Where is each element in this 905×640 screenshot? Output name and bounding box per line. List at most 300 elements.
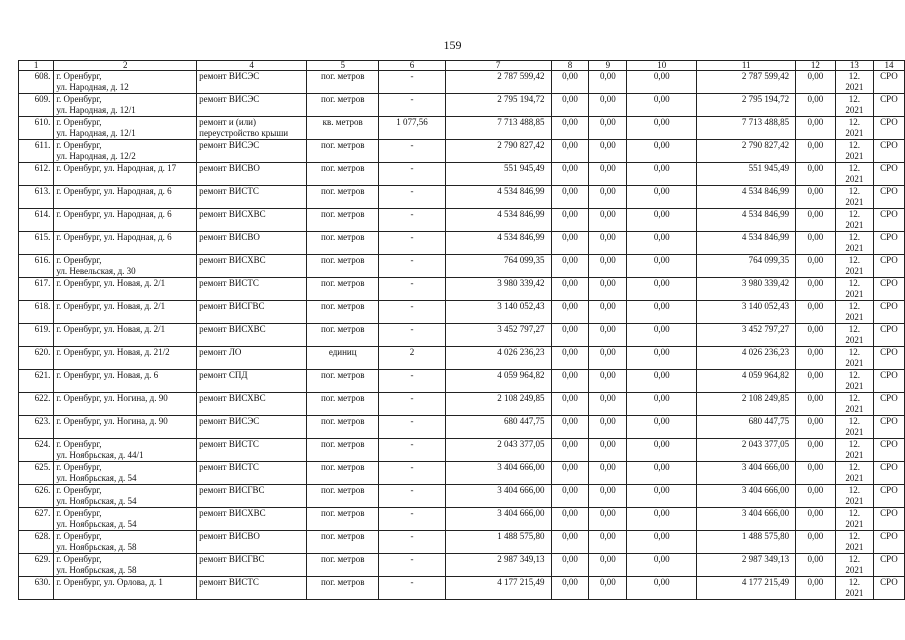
work-type-cell bbox=[197, 485, 307, 508]
row-number: 613. bbox=[34, 186, 51, 196]
deadline-cell bbox=[835, 301, 873, 324]
unit-cell bbox=[307, 393, 379, 416]
funding-source-cell bbox=[873, 209, 904, 232]
col11-value: 3 404 666,00 bbox=[741, 508, 790, 518]
col8-value: 0,00 bbox=[562, 71, 578, 81]
col8-cell bbox=[551, 462, 589, 485]
col10-value: 0,00 bbox=[653, 416, 670, 426]
funding-source: СРО bbox=[880, 163, 898, 173]
col11-cell bbox=[697, 554, 796, 577]
unit: пог. метров bbox=[320, 508, 365, 518]
col11-value: 4 026 236,23 bbox=[741, 347, 790, 357]
address-line-2: ул. Ноябрьская, д. 54 bbox=[56, 518, 137, 529]
work-type-cell bbox=[197, 462, 307, 485]
row-number-cell bbox=[19, 94, 54, 117]
address-line-1: г. Оренбург, ул. Новая, д. 2/1 bbox=[56, 324, 166, 334]
col10-value: 0,00 bbox=[653, 393, 670, 403]
address-line-1: г. Оренбург, ул. Народная, д. 6 bbox=[56, 209, 172, 219]
col8-cell bbox=[551, 416, 589, 439]
col9-cell bbox=[589, 554, 627, 577]
total-cost-cell bbox=[445, 71, 551, 94]
col8-value: 0,00 bbox=[562, 94, 578, 104]
row-number: 619. bbox=[34, 324, 51, 334]
unit: пог. метров bbox=[320, 370, 365, 380]
col9-value: 0,00 bbox=[599, 508, 616, 518]
total-cost: 3 404 666,00 bbox=[497, 508, 545, 518]
col12-value: 0,00 bbox=[807, 439, 824, 449]
col8-value: 0,00 bbox=[562, 370, 578, 380]
quantity-cell bbox=[379, 324, 445, 347]
deadline-month: 12. bbox=[848, 554, 860, 564]
col10-value: 0,00 bbox=[653, 485, 670, 495]
col11-value: 3 140 052,43 bbox=[741, 301, 790, 311]
work-type-line-1: ремонт и (или) bbox=[199, 117, 256, 127]
total-cost: 4 026 236,23 bbox=[497, 347, 545, 357]
col9-value: 0,00 bbox=[599, 117, 616, 127]
col9-cell bbox=[589, 439, 627, 462]
col8-cell bbox=[551, 554, 589, 577]
work-type-line-1: ремонт ВИСГВС bbox=[199, 301, 265, 311]
col12-cell bbox=[796, 485, 836, 508]
deadline-year: 2021 bbox=[845, 173, 864, 184]
row-number-cell bbox=[19, 232, 54, 255]
column-header-9: 9 bbox=[589, 61, 627, 71]
work-type-line-1: ремонт ВИСЭС bbox=[199, 71, 260, 81]
col10-cell bbox=[627, 508, 697, 531]
col8-value: 0,00 bbox=[562, 439, 578, 449]
row-number-cell bbox=[19, 163, 54, 186]
quantity-cell bbox=[379, 232, 445, 255]
total-cost: 2 987 349,13 bbox=[497, 554, 545, 564]
address-line-1: г. Оренбург, ул. Новая, д. 6 bbox=[56, 370, 159, 380]
deadline-year: 2021 bbox=[845, 219, 864, 230]
col12-cell bbox=[796, 163, 836, 186]
funding-source-cell bbox=[873, 71, 904, 94]
col9-cell bbox=[589, 301, 627, 324]
address-line-1: г. Оренбург, bbox=[56, 140, 102, 150]
col12-value: 0,00 bbox=[807, 140, 824, 150]
address-cell bbox=[54, 370, 197, 393]
unit-cell bbox=[307, 531, 379, 554]
col9-value: 0,00 bbox=[599, 347, 616, 357]
address-cell bbox=[54, 416, 197, 439]
col8-value: 0,00 bbox=[562, 508, 578, 518]
deadline-cell bbox=[835, 554, 873, 577]
address-line-1: г. Оренбург, bbox=[56, 485, 102, 495]
col10-cell bbox=[627, 186, 697, 209]
address-line-1: г. Оренбург, bbox=[56, 462, 102, 472]
address-line-1: г. Оренбург, ул. Новая, д. 2/1 bbox=[56, 301, 166, 311]
quantity-cell bbox=[379, 255, 445, 278]
col8-cell bbox=[551, 577, 589, 600]
deadline-year: 2021 bbox=[845, 311, 864, 322]
work-type-line-1: ремонт ВИСХВС bbox=[199, 324, 266, 334]
col11-value: 2 787 599,42 bbox=[741, 71, 790, 81]
quantity-cell bbox=[379, 577, 445, 600]
col8-value: 0,00 bbox=[562, 209, 578, 219]
col8-cell bbox=[551, 531, 589, 554]
col10-cell bbox=[627, 324, 697, 347]
col10-value: 0,00 bbox=[653, 209, 670, 219]
deadline-cell bbox=[835, 485, 873, 508]
quantity: - bbox=[410, 186, 414, 196]
col9-cell bbox=[589, 232, 627, 255]
unit: пог. метров bbox=[320, 531, 365, 541]
col10-value: 0,00 bbox=[653, 301, 670, 311]
column-header-5: 5 bbox=[307, 61, 379, 71]
col10-cell bbox=[627, 163, 697, 186]
table-row bbox=[19, 462, 905, 485]
total-cost: 2 108 249,85 bbox=[497, 393, 545, 403]
table-row bbox=[19, 554, 905, 577]
col10-value: 0,00 bbox=[653, 554, 670, 564]
funding-source-cell bbox=[873, 416, 904, 439]
table-row bbox=[19, 508, 905, 531]
address-cell bbox=[54, 71, 197, 94]
total-cost-cell bbox=[445, 416, 551, 439]
unit: пог. метров bbox=[320, 163, 365, 173]
col8-cell bbox=[551, 393, 589, 416]
row-number-cell bbox=[19, 347, 54, 370]
col11-cell bbox=[697, 301, 796, 324]
col11-cell bbox=[697, 140, 796, 163]
col11-value: 764 099,35 bbox=[748, 255, 790, 265]
row-number: 614. bbox=[34, 209, 51, 219]
quantity-cell bbox=[379, 393, 445, 416]
funding-source: СРО bbox=[880, 416, 898, 426]
funding-source-cell bbox=[873, 347, 904, 370]
row-number-cell bbox=[19, 393, 54, 416]
unit: пог. метров bbox=[320, 232, 365, 242]
funding-source: СРО bbox=[880, 71, 898, 81]
col12-value: 0,00 bbox=[807, 301, 824, 311]
deadline-month: 12. bbox=[848, 370, 860, 380]
col8-cell bbox=[551, 347, 589, 370]
address-cell bbox=[54, 186, 197, 209]
deadline-cell bbox=[835, 324, 873, 347]
deadline-month: 12. bbox=[848, 140, 860, 150]
deadline-month: 12. bbox=[848, 577, 860, 587]
row-number-cell bbox=[19, 71, 54, 94]
work-type-line-1: ремонт ВИСТС bbox=[199, 462, 259, 472]
total-cost-cell bbox=[445, 140, 551, 163]
quantity-cell bbox=[379, 370, 445, 393]
total-cost: 4 059 964,82 bbox=[497, 370, 545, 380]
unit: пог. метров bbox=[320, 485, 365, 495]
col11-value: 4 534 846,99 bbox=[741, 232, 790, 242]
work-type-line-1: ремонт ВИСТС bbox=[199, 577, 259, 587]
total-cost: 3 404 666,00 bbox=[497, 462, 545, 472]
table-row bbox=[19, 324, 905, 347]
col11-value: 2 108 249,85 bbox=[741, 393, 790, 403]
deadline-year: 2021 bbox=[845, 403, 864, 414]
address-cell bbox=[54, 531, 197, 554]
total-cost-cell bbox=[445, 508, 551, 531]
deadline-year: 2021 bbox=[845, 518, 864, 529]
work-type-cell bbox=[197, 301, 307, 324]
col8-value: 0,00 bbox=[562, 393, 578, 403]
col8-value: 0,00 bbox=[562, 416, 578, 426]
deadline-month: 12. bbox=[848, 163, 860, 173]
row-number: 620. bbox=[34, 347, 51, 357]
quantity: - bbox=[410, 393, 414, 403]
funding-source-cell bbox=[873, 117, 904, 140]
funding-source-cell bbox=[873, 94, 904, 117]
funding-source-cell bbox=[873, 577, 904, 600]
col10-cell bbox=[627, 209, 697, 232]
total-cost: 680 447,75 bbox=[504, 416, 545, 426]
col10-value: 0,00 bbox=[653, 186, 670, 196]
total-cost-cell bbox=[445, 232, 551, 255]
col8-value: 0,00 bbox=[562, 232, 578, 242]
table-row bbox=[19, 140, 905, 163]
quantity: - bbox=[410, 324, 414, 334]
address-cell bbox=[54, 232, 197, 255]
deadline-month: 12. bbox=[848, 94, 860, 104]
col8-cell bbox=[551, 94, 589, 117]
unit: пог. метров bbox=[320, 255, 365, 265]
funding-source-cell bbox=[873, 370, 904, 393]
row-number: 630. bbox=[34, 577, 51, 587]
address-line-1: г. Оренбург, bbox=[56, 94, 102, 104]
quantity-cell bbox=[379, 508, 445, 531]
table-row bbox=[19, 485, 905, 508]
col12-cell bbox=[796, 255, 836, 278]
deadline-month: 12. bbox=[848, 117, 860, 127]
deadline-cell bbox=[835, 209, 873, 232]
row-number: 617. bbox=[34, 278, 51, 288]
unit: пог. метров bbox=[320, 71, 365, 81]
col8-value: 0,00 bbox=[562, 140, 578, 150]
col12-value: 0,00 bbox=[807, 508, 824, 518]
row-number-cell bbox=[19, 531, 54, 554]
unit: пог. метров bbox=[320, 324, 365, 334]
row-number-cell bbox=[19, 485, 54, 508]
deadline-year: 2021 bbox=[845, 127, 864, 138]
deadline-month: 12. bbox=[848, 347, 860, 357]
total-cost-cell bbox=[445, 554, 551, 577]
col8-cell bbox=[551, 163, 589, 186]
col9-value: 0,00 bbox=[599, 94, 616, 104]
col12-cell bbox=[796, 301, 836, 324]
unit: пог. метров bbox=[320, 94, 365, 104]
row-number-cell bbox=[19, 462, 54, 485]
col10-value: 0,00 bbox=[653, 577, 670, 587]
col12-value: 0,00 bbox=[807, 163, 824, 173]
work-type-cell bbox=[197, 94, 307, 117]
col8-value: 0,00 bbox=[562, 531, 578, 541]
col8-value: 0,00 bbox=[562, 485, 578, 495]
quantity: 1 077,56 bbox=[396, 117, 428, 127]
unit: пог. метров bbox=[320, 554, 365, 564]
unit-cell bbox=[307, 554, 379, 577]
funding-source: СРО bbox=[880, 554, 898, 564]
col9-value: 0,00 bbox=[599, 209, 616, 219]
col10-value: 0,00 bbox=[653, 163, 670, 173]
quantity: - bbox=[410, 71, 414, 81]
col9-cell bbox=[589, 140, 627, 163]
total-cost-cell bbox=[445, 209, 551, 232]
row-number: 608. bbox=[34, 71, 51, 81]
col12-cell bbox=[796, 140, 836, 163]
funding-source-cell bbox=[873, 485, 904, 508]
funding-source: СРО bbox=[880, 462, 898, 472]
address-cell bbox=[54, 94, 197, 117]
work-type-cell bbox=[197, 186, 307, 209]
work-type-line-1: ремонт ВИСХВС bbox=[199, 209, 266, 219]
col10-value: 0,00 bbox=[653, 462, 670, 472]
col11-cell bbox=[697, 255, 796, 278]
works-table bbox=[18, 60, 905, 600]
quantity: - bbox=[410, 278, 414, 288]
address-line-1: г. Оренбург, bbox=[56, 117, 102, 127]
col8-cell bbox=[551, 71, 589, 94]
col8-cell bbox=[551, 255, 589, 278]
deadline-year: 2021 bbox=[845, 288, 864, 299]
deadline-year: 2021 bbox=[845, 541, 864, 552]
quantity-cell bbox=[379, 439, 445, 462]
work-type-cell bbox=[197, 508, 307, 531]
col8-cell bbox=[551, 370, 589, 393]
table-row bbox=[19, 94, 905, 117]
unit: пог. метров bbox=[320, 186, 365, 196]
col10-cell bbox=[627, 531, 697, 554]
work-type-cell bbox=[197, 577, 307, 600]
col11-cell bbox=[697, 117, 796, 140]
row-number-cell bbox=[19, 324, 54, 347]
col10-value: 0,00 bbox=[653, 71, 670, 81]
work-type-line-1: ремонт ВИСХВС bbox=[199, 508, 266, 518]
deadline-month: 12. bbox=[848, 508, 860, 518]
row-number-cell bbox=[19, 140, 54, 163]
address-cell bbox=[54, 163, 197, 186]
row-number: 615. bbox=[34, 232, 51, 242]
col11-cell bbox=[697, 232, 796, 255]
col9-cell bbox=[589, 416, 627, 439]
row-number-cell bbox=[19, 577, 54, 600]
row-number: 627. bbox=[34, 508, 51, 518]
address-line-2: ул. Ноябрьская, д. 58 bbox=[56, 541, 137, 552]
work-type-cell bbox=[197, 531, 307, 554]
unit-cell bbox=[307, 508, 379, 531]
col11-value: 3 452 797,27 bbox=[741, 324, 790, 334]
funding-source: СРО bbox=[880, 140, 898, 150]
quantity-cell bbox=[379, 71, 445, 94]
total-cost: 764 099,35 bbox=[504, 255, 545, 265]
col9-cell bbox=[589, 255, 627, 278]
row-number-cell bbox=[19, 370, 54, 393]
col12-value: 0,00 bbox=[807, 370, 824, 380]
quantity-cell bbox=[379, 416, 445, 439]
table-row bbox=[19, 439, 905, 462]
row-number: 628. bbox=[34, 531, 51, 541]
table-row bbox=[19, 577, 905, 600]
table-row bbox=[19, 232, 905, 255]
col10-value: 0,00 bbox=[653, 278, 670, 288]
col12-cell bbox=[796, 232, 836, 255]
col10-cell bbox=[627, 554, 697, 577]
row-number-cell bbox=[19, 255, 54, 278]
page-number: 159 bbox=[443, 38, 462, 52]
address-cell bbox=[54, 577, 197, 600]
address-cell bbox=[54, 393, 197, 416]
col8-cell bbox=[551, 117, 589, 140]
col10-value: 0,00 bbox=[653, 117, 670, 127]
address-line-1: г. Оренбург, ул. Ногина, д. 90 bbox=[56, 393, 168, 403]
deadline-month: 12. bbox=[848, 439, 860, 449]
col11-value: 4 059 964,82 bbox=[741, 370, 790, 380]
funding-source: СРО bbox=[880, 232, 898, 242]
col10-cell bbox=[627, 232, 697, 255]
unit-cell bbox=[307, 485, 379, 508]
col12-value: 0,00 bbox=[807, 117, 824, 127]
col10-value: 0,00 bbox=[653, 370, 670, 380]
total-cost-cell bbox=[445, 186, 551, 209]
address-line-1: г. Оренбург, bbox=[56, 531, 102, 541]
address-cell bbox=[54, 278, 197, 301]
quantity-cell bbox=[379, 347, 445, 370]
table-row bbox=[19, 531, 905, 554]
col11-cell bbox=[697, 485, 796, 508]
total-cost: 3 140 052,43 bbox=[497, 301, 545, 311]
work-type-cell bbox=[197, 554, 307, 577]
total-cost-cell bbox=[445, 370, 551, 393]
unit-cell bbox=[307, 117, 379, 140]
col11-value: 3 404 666,00 bbox=[741, 462, 790, 472]
funding-source: СРО bbox=[880, 209, 898, 219]
funding-source-cell bbox=[873, 554, 904, 577]
funding-source-cell bbox=[873, 462, 904, 485]
column-header-2: 2 bbox=[54, 61, 197, 71]
total-cost-cell bbox=[445, 531, 551, 554]
row-number: 622. bbox=[34, 393, 51, 403]
col11-value: 680 447,75 bbox=[748, 416, 790, 426]
funding-source-cell bbox=[873, 301, 904, 324]
col10-cell bbox=[627, 416, 697, 439]
address-line-1: г. Оренбург, ул. Народная, д. 6 bbox=[56, 232, 172, 242]
col11-cell bbox=[697, 324, 796, 347]
total-cost-cell bbox=[445, 462, 551, 485]
table-row bbox=[19, 209, 905, 232]
work-type-cell bbox=[197, 209, 307, 232]
table-row bbox=[19, 255, 905, 278]
deadline-year: 2021 bbox=[845, 449, 864, 460]
quantity-cell bbox=[379, 301, 445, 324]
address-cell bbox=[54, 324, 197, 347]
unit: пог. метров bbox=[320, 439, 365, 449]
address-line-1: г. Оренбург, ул. Новая, д. 21/2 bbox=[56, 347, 170, 357]
work-type-line-1: ремонт ВИСВО bbox=[199, 163, 260, 173]
col8-cell bbox=[551, 232, 589, 255]
col10-value: 0,00 bbox=[653, 94, 670, 104]
quantity: - bbox=[410, 531, 414, 541]
col12-cell bbox=[796, 554, 836, 577]
col11-cell bbox=[697, 186, 796, 209]
column-header-10: 10 bbox=[627, 61, 697, 71]
deadline-month: 12. bbox=[848, 186, 860, 196]
col9-value: 0,00 bbox=[599, 71, 616, 81]
quantity: - bbox=[410, 370, 414, 380]
col9-value: 0,00 bbox=[599, 393, 616, 403]
col10-cell bbox=[627, 278, 697, 301]
col10-cell bbox=[627, 94, 697, 117]
unit: пог. метров bbox=[320, 393, 365, 403]
unit-cell bbox=[307, 577, 379, 600]
total-cost: 4 534 846,99 bbox=[497, 209, 545, 219]
work-type-line-1: ремонт ЛО bbox=[199, 347, 242, 357]
work-type-cell bbox=[197, 163, 307, 186]
total-cost: 4 534 846,99 bbox=[497, 186, 545, 196]
